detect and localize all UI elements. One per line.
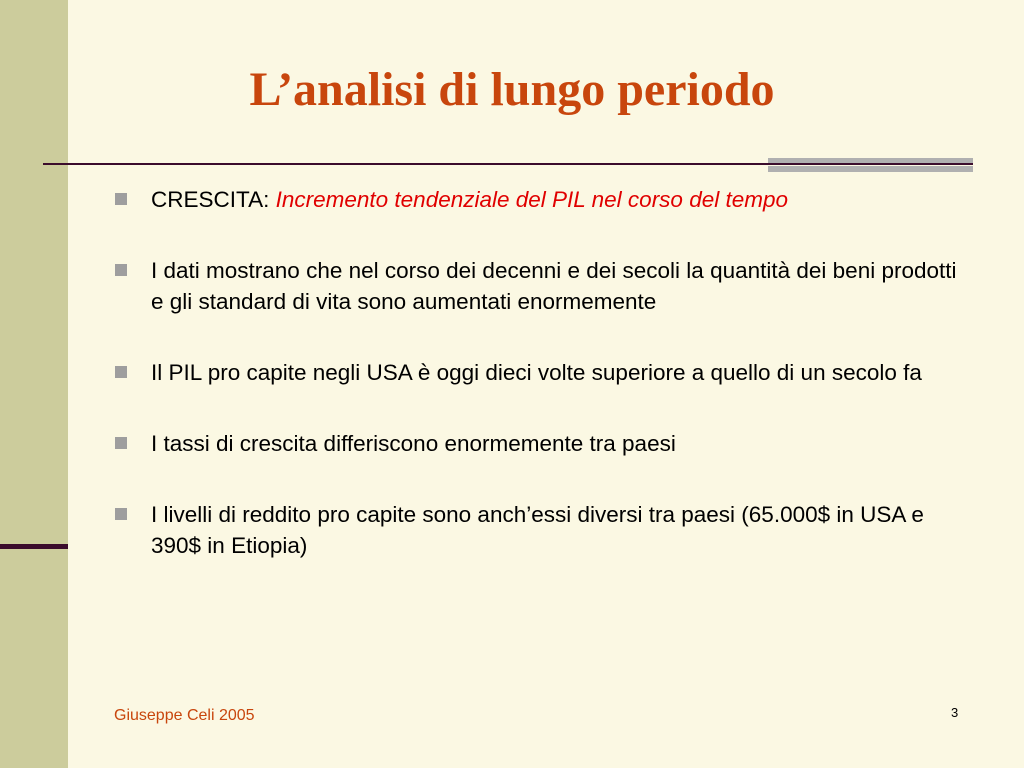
footer-author: Giuseppe Celi 2005 [114, 707, 255, 724]
bullet-text: Il PIL pro capite negli USA è oggi dieci volte superiore a quello di un secolo fa [151, 360, 922, 385]
bullet-square-icon [115, 508, 127, 520]
bullet-square-icon [115, 264, 127, 276]
bullet-item [112, 357, 972, 388]
bullet-item [112, 428, 972, 459]
title-divider-accent-top [768, 158, 973, 163]
left-accent-bar [0, 544, 68, 549]
left-accent-band [0, 0, 68, 768]
slide-title: L’analisi di lungo periodo [249, 63, 775, 116]
bullet-text: I dati mostrano che nel corso dei decenni e dei secoli la quantità dei beni prodotti e gli standard di vita sono aumentati enormemente [151, 258, 957, 314]
bullet-item-crescita [112, 184, 972, 215]
bullet-definition: Incremento tendenziale del PIL nel corso del tempo [275, 187, 789, 212]
page-number: 3 [951, 705, 959, 720]
bullet-item [112, 499, 972, 561]
bullet-square-icon [115, 366, 127, 378]
bullet-square-icon [115, 437, 127, 449]
bullet-term: CRESCITA: [151, 187, 276, 212]
bullet-square-icon [115, 193, 127, 205]
bullet-text: I tassi di crescita differiscono enormemente tra paesi [151, 431, 676, 456]
title-divider-accent-bottom [768, 166, 973, 172]
bullet-list [112, 184, 972, 561]
bullet-item [112, 255, 972, 317]
bullet-text: I livelli di reddito pro capite sono anch’essi diversi tra paesi (65.000$ in USA e 390$ in Etiopia) [151, 502, 924, 558]
title-divider [43, 163, 973, 165]
